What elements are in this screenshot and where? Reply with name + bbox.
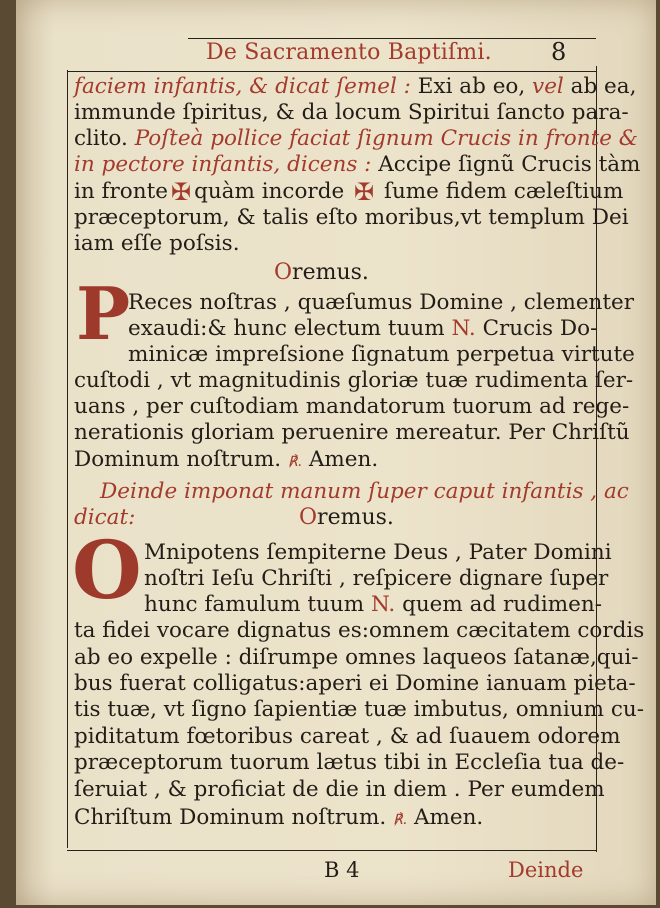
- text-line-1-rest: Exi ab eo, vel ab ea,: [417, 74, 637, 99]
- text-line-3: [74, 126, 638, 151]
- oremus-initial: O: [299, 505, 318, 530]
- prayer-1-line-3: minicæ impreſsione ſignatum perpetua virtute: [128, 342, 635, 367]
- oremus-heading-1: [274, 260, 369, 285]
- text-line-5: [74, 178, 623, 206]
- running-head: De Sacramento Baptiſmi.: [206, 40, 492, 65]
- cross-icon: ✠: [354, 178, 375, 206]
- prayer-1-line-4: cuſtodi , vt magnitudinis gloriæ tuæ rudimenta ſer-: [74, 368, 634, 393]
- prayer-2-line-11: [74, 805, 483, 830]
- prayer-2-line-7: tis tuæ, vt ſigno ſapientiæ tuæ imbutus, omnium cu-: [74, 697, 645, 722]
- prayer-1-line-5: uans , per cuſtodiam mandatorum tuorum ad rege-: [74, 394, 630, 419]
- prayer-1-line-2: [128, 316, 597, 341]
- prayer-1-line-1: Reces noſtras , quæſumus Domine , clementer: [128, 290, 635, 315]
- rubric-line-1: Deinde imponat manum ſuper caput infantis , ac: [100, 479, 629, 504]
- amen-text: Amen.: [308, 447, 379, 472]
- frame-top-rule: [67, 71, 597, 72]
- prayer-2-line-4: ta fidei vocare dignatus es:omnem cæcitatem cordis: [74, 618, 645, 643]
- prayer-1-closing: Dominum noſtrum.: [74, 447, 282, 472]
- prayer-2-line-3: [144, 592, 602, 617]
- prayer-2-line-9: præceptorum tuorum lætus tibi in Eccleſia tua de-: [74, 750, 625, 775]
- text-line-5-c: ſume fidem cæleſtium: [383, 179, 624, 204]
- cross-icon: ✠: [170, 178, 192, 206]
- drop-cap-o: O: [72, 523, 142, 617]
- text-line-4: [74, 152, 640, 177]
- signature-mark: B 4: [324, 858, 360, 882]
- prayer-2-line-2: noſtri Ieſu Chriſti , reſpicere dignare ſuper: [144, 566, 609, 591]
- prayer-2-line-5: ab eo expelle : diſrumpe omnes laqueos ſatanæ,qui-: [74, 645, 639, 670]
- rubric-text: in pectore infantis, dicens :: [74, 152, 372, 177]
- oremus-heading-2: [299, 505, 394, 530]
- response-sign: ℟.: [287, 454, 302, 470]
- prayer-2-line-10: ſeruiat , & proficiat de die in diem . Per eumdem: [74, 777, 605, 802]
- rubric-text: faciem infantis, & dicat ſemel :: [74, 74, 411, 99]
- text-line-5-b: quàm incorde: [194, 179, 345, 204]
- page-number: 8: [551, 38, 567, 66]
- response-sign: ℟.: [393, 812, 408, 828]
- prayer-1-line-6: nerationis gloriam peruenire mereatur. Per Chriſtũ: [74, 420, 630, 445]
- prayer-2-line-8: piditatum fœtoribus careat , & ad ſuauem odorem: [74, 724, 621, 749]
- text-line-7: iam eſſe poſsis.: [74, 231, 240, 256]
- prayer-2-line-6: bus fuerat colligatus:aperi ei Domine ianuam pieta-: [74, 671, 636, 696]
- amen-text: Amen.: [413, 805, 484, 830]
- prayer-1-line-7: [74, 447, 378, 472]
- drop-cap-p: P: [76, 271, 131, 356]
- text-line-1: [74, 74, 636, 99]
- book-page: [16, 0, 656, 905]
- prayer-1-line-2-a: exaudi:& hunc electum tuum: [128, 316, 445, 341]
- head-rule: [188, 38, 596, 39]
- rubric-text: Poſteà pollice faciat ſignum Crucis in fronte &: [134, 126, 638, 151]
- frame-left-rule: [67, 70, 68, 848]
- text-line-5-a: in fronte: [74, 179, 168, 204]
- name-marker: N.: [370, 592, 396, 617]
- prayer-2-line-3-b: quem ad rudimen-: [402, 592, 603, 617]
- oremus-rest: remus.: [317, 505, 394, 530]
- text-line-2: immunde ſpiritus, & da locum Spiritui ſancto para-: [74, 100, 629, 125]
- name-marker: N.: [451, 316, 476, 341]
- oremus-rest: remus.: [292, 260, 369, 285]
- prayer-2-line-1: Mnipotens ſempiterne Deus , Pater Domini: [144, 540, 612, 565]
- frame-bottom-rule: [67, 850, 597, 851]
- prayer-2-closing: Chriſtum Dominum noſtrum.: [74, 805, 387, 830]
- oremus-initial: O: [274, 260, 293, 285]
- catchword: Deinde: [508, 858, 584, 882]
- rubric-line-2: dicat:: [74, 505, 136, 530]
- text-line-6: præceptorum, & talis eſto moribus,vt templum Dei: [74, 205, 629, 230]
- prayer-2-line-3-a: hunc famulum tuum: [144, 592, 365, 617]
- text-line-4-b: Accipe ſignũ Crucis tàm: [378, 152, 641, 177]
- prayer-1-line-2-b: Crucis Do-: [482, 316, 598, 341]
- text-line-3-a: clito.: [74, 126, 128, 151]
